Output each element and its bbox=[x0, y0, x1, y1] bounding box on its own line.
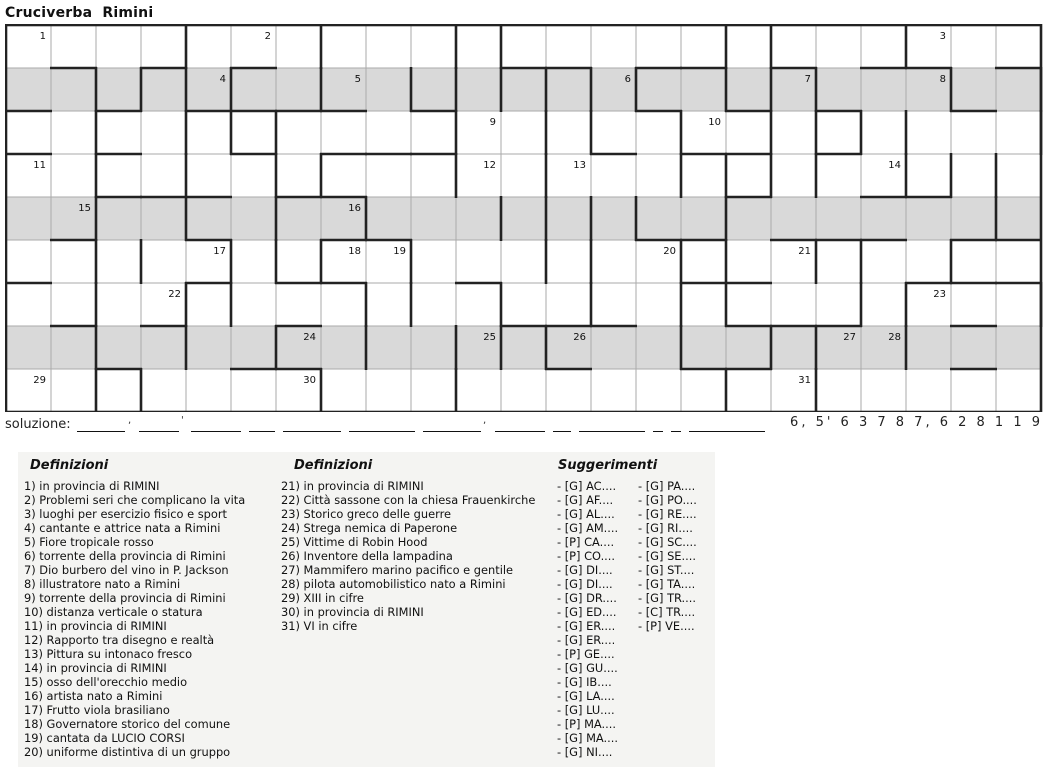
grid-cell[interactable] bbox=[726, 111, 771, 154]
grid-cell[interactable] bbox=[321, 326, 366, 369]
grid-cell[interactable] bbox=[141, 111, 186, 154]
grid-cell[interactable] bbox=[366, 25, 411, 68]
grid-cell[interactable] bbox=[816, 111, 861, 154]
grid-cell[interactable] bbox=[771, 326, 816, 369]
grid-cell[interactable] bbox=[681, 154, 726, 197]
grid-cell[interactable] bbox=[321, 154, 366, 197]
grid-cell[interactable] bbox=[141, 369, 186, 412]
clue-number: 14 bbox=[888, 160, 901, 171]
grid-cell[interactable] bbox=[996, 326, 1041, 369]
definition-item: 30) in provincia di RIMINI bbox=[281, 605, 424, 619]
definition-item: 20) uniforme distintiva di un gruppo bbox=[24, 745, 231, 759]
solution-blank[interactable] bbox=[495, 431, 545, 432]
grid-cell[interactable] bbox=[141, 25, 186, 68]
suggestion-item: - [G] AL.... bbox=[557, 507, 615, 521]
grid-cell[interactable] bbox=[456, 68, 501, 111]
grid-cell[interactable] bbox=[411, 154, 456, 197]
grid-cell[interactable] bbox=[366, 68, 411, 111]
solution-blank[interactable] bbox=[553, 431, 571, 432]
clue-number: 11 bbox=[33, 160, 46, 171]
grid-cell[interactable] bbox=[456, 369, 501, 412]
suggestion-item: - [G] TR.... bbox=[638, 591, 697, 605]
grid-cell[interactable] bbox=[6, 326, 51, 369]
suggestion-item: - [G] MA.... bbox=[557, 731, 618, 745]
grid-cell[interactable] bbox=[906, 197, 951, 240]
grid-cell[interactable] bbox=[411, 25, 456, 68]
suggestion-item: - [G] GU.... bbox=[557, 661, 618, 675]
grid-cell[interactable] bbox=[231, 283, 276, 326]
grid-cell[interactable] bbox=[951, 369, 996, 412]
suggestion-item: - [G] SC.... bbox=[638, 535, 697, 549]
suggestion-item: - [P] CA.... bbox=[557, 535, 615, 549]
grid-cell[interactable] bbox=[96, 326, 141, 369]
grid-cell[interactable] bbox=[906, 154, 951, 197]
grid-cell[interactable] bbox=[141, 197, 186, 240]
grid-cell[interactable] bbox=[636, 25, 681, 68]
grid-cell[interactable] bbox=[546, 197, 591, 240]
grid-cell[interactable] bbox=[186, 154, 231, 197]
solution-separator: , bbox=[128, 415, 132, 426]
grid-cell[interactable] bbox=[96, 68, 141, 111]
grid-cell[interactable] bbox=[186, 25, 231, 68]
definitions-heading-left: Definizioni bbox=[30, 458, 109, 473]
grid-cell[interactable] bbox=[861, 240, 906, 283]
suggestions-heading: Suggerimenti bbox=[558, 458, 658, 473]
grid-cell[interactable] bbox=[321, 111, 366, 154]
definition-item: 21) in provincia di RIMINI bbox=[281, 479, 424, 493]
suggestion-item: - [G] ER.... bbox=[557, 619, 616, 633]
grid-cell[interactable] bbox=[231, 197, 276, 240]
grid-cell[interactable] bbox=[186, 111, 231, 154]
grid-cell[interactable] bbox=[6, 111, 51, 154]
grid-cell[interactable] bbox=[906, 240, 951, 283]
grid-cell[interactable] bbox=[456, 197, 501, 240]
solution-blank[interactable] bbox=[139, 431, 179, 432]
clue-number: 7 bbox=[804, 74, 811, 85]
grid-cell[interactable] bbox=[456, 240, 501, 283]
grid-cell[interactable] bbox=[51, 111, 96, 154]
grid-cell[interactable] bbox=[726, 68, 771, 111]
clue-number: 19 bbox=[393, 246, 406, 257]
suggestion-item: - [G] ST.... bbox=[638, 563, 695, 577]
definition-item: 27) Mammifero marino pacifico e gentile bbox=[281, 563, 514, 577]
grid-cell[interactable] bbox=[546, 111, 591, 154]
definition-item: 8) illustratore nato a Rimini bbox=[24, 577, 181, 591]
clue-number: 22 bbox=[168, 289, 181, 300]
suggestion-item: - [P] VE.... bbox=[638, 619, 695, 633]
solution-label: soluzione: bbox=[5, 417, 71, 432]
grid-cell[interactable] bbox=[636, 369, 681, 412]
grid-cell[interactable] bbox=[816, 25, 861, 68]
grid-cell[interactable] bbox=[51, 25, 96, 68]
definition-item: 10) distanza verticale o statura bbox=[24, 605, 203, 619]
suggestion-item: - [G] IB.... bbox=[557, 675, 612, 689]
suggestion-item: - [G] DI.... bbox=[557, 563, 613, 577]
grid-cell[interactable] bbox=[501, 283, 546, 326]
grid-cell[interactable] bbox=[951, 25, 996, 68]
grid-cell[interactable] bbox=[501, 111, 546, 154]
grid-cell[interactable] bbox=[681, 240, 726, 283]
clue-number: 24 bbox=[303, 332, 316, 343]
definition-item: 13) Pittura su intonaco fresco bbox=[24, 647, 193, 661]
grid-cell[interactable] bbox=[726, 326, 771, 369]
grid-cell[interactable] bbox=[276, 240, 321, 283]
grid-cell[interactable] bbox=[591, 25, 636, 68]
grid-cell[interactable] bbox=[771, 111, 816, 154]
definition-item: 1) in provincia di RIMINI bbox=[24, 479, 160, 493]
suggestion-item: - [G] NI.... bbox=[557, 745, 613, 759]
grid-cell[interactable] bbox=[51, 283, 96, 326]
grid-cell[interactable] bbox=[816, 369, 861, 412]
grid-cell[interactable] bbox=[276, 197, 321, 240]
definition-item: 11) in provincia di RIMINI bbox=[24, 619, 167, 633]
clue-number: 26 bbox=[573, 332, 586, 343]
grid-cell[interactable] bbox=[366, 326, 411, 369]
suggestion-item: - [C] TR.... bbox=[638, 605, 696, 619]
suggestion-item: - [G] RE.... bbox=[638, 507, 697, 521]
clue-number: 16 bbox=[348, 203, 361, 214]
grid-cell[interactable] bbox=[51, 154, 96, 197]
clue-number: 12 bbox=[483, 160, 496, 171]
grid-cell[interactable] bbox=[681, 283, 726, 326]
grid-cell[interactable] bbox=[321, 25, 366, 68]
solution-blank[interactable] bbox=[249, 431, 275, 432]
grid-cell[interactable] bbox=[996, 240, 1041, 283]
definitions-list-right bbox=[281, 479, 535, 633]
definition-item: 18) Governatore storico del comune bbox=[24, 717, 231, 731]
solution-word-lengths: 6, 5' 6 3 7 8 7, 6 2 8 1 1 9 bbox=[790, 415, 1043, 430]
clue-number: 31 bbox=[798, 375, 811, 386]
grid-cell[interactable] bbox=[996, 283, 1041, 326]
grid-cell[interactable] bbox=[96, 283, 141, 326]
suggestions-list-2 bbox=[638, 479, 697, 633]
clues-panel bbox=[18, 452, 715, 767]
grid-cell[interactable] bbox=[636, 68, 681, 111]
grid-cell[interactable] bbox=[771, 197, 816, 240]
clue-number: 9 bbox=[489, 117, 496, 128]
grid-cell[interactable] bbox=[861, 283, 906, 326]
suggestion-item: - [G] TA.... bbox=[638, 577, 696, 591]
grid-cell[interactable] bbox=[726, 197, 771, 240]
grid-cell[interactable] bbox=[51, 240, 96, 283]
grid-cell[interactable] bbox=[186, 369, 231, 412]
suggestion-item: - [G] DR.... bbox=[557, 591, 617, 605]
grid-cell[interactable] bbox=[6, 283, 51, 326]
definition-item: 3) luoghi per esercizio fisico e sport bbox=[24, 507, 228, 521]
grid-cell[interactable] bbox=[51, 68, 96, 111]
solution-blank[interactable] bbox=[191, 431, 241, 432]
grid-cell[interactable] bbox=[816, 154, 861, 197]
definition-item: 28) pilota automobilistico nato a Rimini bbox=[281, 577, 506, 591]
solution-blank[interactable] bbox=[283, 431, 341, 432]
suggestion-item: - [G] AM.... bbox=[557, 521, 619, 535]
grid-cell[interactable] bbox=[996, 369, 1041, 412]
grid-cell[interactable] bbox=[411, 197, 456, 240]
grid-cell[interactable] bbox=[501, 197, 546, 240]
grid-cell[interactable] bbox=[501, 326, 546, 369]
grid-cell[interactable] bbox=[276, 25, 321, 68]
grid-cell[interactable] bbox=[6, 240, 51, 283]
clue-number: 25 bbox=[483, 332, 496, 343]
grid-cell[interactable] bbox=[951, 197, 996, 240]
clue-number: 15 bbox=[78, 203, 91, 214]
suggestions-list-1 bbox=[557, 479, 618, 759]
suggestion-item: - [P] GE.... bbox=[557, 647, 615, 661]
clue-number: 3 bbox=[939, 31, 946, 42]
clue-number: 10 bbox=[708, 117, 721, 128]
grid-cell[interactable] bbox=[96, 154, 141, 197]
grid-cell[interactable] bbox=[6, 197, 51, 240]
grid-cell[interactable] bbox=[231, 369, 276, 412]
grid-cell[interactable] bbox=[591, 369, 636, 412]
solution-blank[interactable] bbox=[689, 431, 765, 432]
grid-cell[interactable] bbox=[276, 154, 321, 197]
grid-cell[interactable] bbox=[501, 154, 546, 197]
solution-row bbox=[5, 415, 1045, 437]
grid-cell[interactable] bbox=[186, 283, 231, 326]
clue-number: 30 bbox=[303, 375, 316, 386]
definition-item: 4) cantante e attrice nata a Rimini bbox=[24, 521, 221, 535]
clue-number: 18 bbox=[348, 246, 361, 257]
grid-cell[interactable] bbox=[321, 283, 366, 326]
grid-cell[interactable] bbox=[141, 154, 186, 197]
grid-cell[interactable] bbox=[456, 25, 501, 68]
grid-cell[interactable] bbox=[636, 283, 681, 326]
grid-cell[interactable] bbox=[861, 111, 906, 154]
definition-item: 24) Strega nemica di Paperone bbox=[281, 521, 458, 535]
grid-cell[interactable] bbox=[231, 326, 276, 369]
definition-item: 16) artista nato a Rimini bbox=[24, 689, 163, 703]
definitions-list-left bbox=[24, 479, 245, 759]
grid-cell[interactable] bbox=[996, 111, 1041, 154]
suggestion-item: - [G] ED.... bbox=[557, 605, 617, 619]
clue-number: 21 bbox=[798, 246, 811, 257]
grid-cell[interactable] bbox=[366, 154, 411, 197]
grid-cell[interactable] bbox=[411, 111, 456, 154]
grid-cell[interactable] bbox=[186, 326, 231, 369]
clue-number: 20 bbox=[663, 246, 676, 257]
grid-cell[interactable] bbox=[726, 240, 771, 283]
grid-cell[interactable] bbox=[951, 240, 996, 283]
definition-item: 15) osso dell'orecchio medio bbox=[24, 675, 188, 689]
definition-item: 17) Frutto viola brasiliano bbox=[24, 703, 170, 717]
grid-cell[interactable] bbox=[816, 197, 861, 240]
grid-cell[interactable] bbox=[636, 111, 681, 154]
definition-item: 12) Rapporto tra disegno e realtà bbox=[24, 633, 215, 647]
grid-cell[interactable] bbox=[96, 369, 141, 412]
solution-blank[interactable] bbox=[423, 431, 481, 432]
grid-cell[interactable] bbox=[6, 68, 51, 111]
grid-cell[interactable] bbox=[411, 283, 456, 326]
grid-cell[interactable] bbox=[501, 369, 546, 412]
suggestion-item: - [G] AC.... bbox=[557, 479, 617, 493]
suggestion-item: - [G] DI.... bbox=[557, 577, 613, 591]
clue-number: 8 bbox=[939, 74, 946, 85]
definition-item: 9) torrente della provincia di Rimini bbox=[24, 591, 226, 605]
definition-item: 7) Dio burbero del vino in P. Jackson bbox=[24, 563, 229, 577]
solution-blank[interactable] bbox=[579, 431, 645, 432]
grid-cell[interactable] bbox=[681, 369, 726, 412]
grid-cell[interactable] bbox=[906, 326, 951, 369]
grid-cell[interactable] bbox=[366, 283, 411, 326]
grid-cell[interactable] bbox=[636, 326, 681, 369]
grid-cell[interactable] bbox=[321, 369, 366, 412]
solution-blank[interactable] bbox=[349, 431, 415, 432]
grid-cell[interactable] bbox=[231, 154, 276, 197]
grid-cell[interactable] bbox=[951, 326, 996, 369]
grid-cell[interactable] bbox=[276, 68, 321, 111]
grid-cell[interactable] bbox=[951, 68, 996, 111]
definition-item: 29) XIII in cifre bbox=[281, 591, 364, 605]
grid-cell[interactable] bbox=[591, 111, 636, 154]
puzzle-title: Cruciverba Rimini bbox=[5, 5, 154, 21]
definition-item: 31) VI in cifre bbox=[281, 619, 358, 633]
grid-cell[interactable] bbox=[186, 197, 231, 240]
grid-cell[interactable] bbox=[51, 369, 96, 412]
grid-cell[interactable] bbox=[726, 25, 771, 68]
grid-cell[interactable] bbox=[816, 240, 861, 283]
grid-cell[interactable] bbox=[591, 154, 636, 197]
grid-cell[interactable] bbox=[771, 283, 816, 326]
grid-cell[interactable] bbox=[726, 283, 771, 326]
crossword-grid[interactable] bbox=[5, 24, 1045, 412]
suggestion-item: - [G] LA.... bbox=[557, 689, 615, 703]
grid-cell[interactable] bbox=[51, 326, 96, 369]
grid-cell[interactable] bbox=[546, 25, 591, 68]
grid-cell[interactable] bbox=[996, 68, 1041, 111]
grid-cell[interactable] bbox=[96, 240, 141, 283]
grid-cell[interactable] bbox=[366, 197, 411, 240]
grid-cell[interactable] bbox=[96, 197, 141, 240]
grid-cell[interactable] bbox=[636, 154, 681, 197]
solution-blank[interactable] bbox=[653, 431, 663, 432]
definition-item: 22) Città sassone con la chiesa Frauenkirche bbox=[281, 493, 536, 507]
definition-item: 14) in provincia di RIMINI bbox=[24, 661, 167, 675]
grid-cell[interactable] bbox=[501, 240, 546, 283]
grid-cell[interactable] bbox=[276, 283, 321, 326]
definition-item: 26) Inventore della lampadina bbox=[281, 549, 453, 563]
clue-number: 27 bbox=[843, 332, 856, 343]
grid-cell[interactable] bbox=[411, 68, 456, 111]
grid-cell[interactable] bbox=[636, 197, 681, 240]
clue-number: 23 bbox=[933, 289, 946, 300]
grid-cell[interactable] bbox=[231, 240, 276, 283]
grid-cell[interactable] bbox=[861, 68, 906, 111]
grid-cell[interactable] bbox=[591, 326, 636, 369]
suggestion-item: - [G] PA.... bbox=[638, 479, 696, 493]
grid-cell[interactable] bbox=[861, 197, 906, 240]
grid-cell[interactable] bbox=[411, 369, 456, 412]
clue-number: 2 bbox=[264, 31, 271, 42]
grid-cell[interactable] bbox=[996, 25, 1041, 68]
solution-blank[interactable] bbox=[671, 431, 681, 432]
grid-cell[interactable] bbox=[231, 111, 276, 154]
clue-number: 29 bbox=[33, 375, 46, 386]
suggestion-item: - [G] RI.... bbox=[638, 521, 693, 535]
definition-item: 23) Storico greco delle guerre bbox=[281, 507, 452, 521]
suggestion-item: - [G] SE.... bbox=[638, 549, 696, 563]
grid-cell[interactable] bbox=[861, 369, 906, 412]
grid-cell[interactable] bbox=[231, 68, 276, 111]
grid-cell[interactable] bbox=[816, 68, 861, 111]
grid-cell[interactable] bbox=[906, 369, 951, 412]
grid-cell[interactable] bbox=[96, 111, 141, 154]
grid-cell[interactable] bbox=[141, 68, 186, 111]
grid-cell[interactable] bbox=[951, 283, 996, 326]
solution-separator: , bbox=[483, 415, 487, 426]
grid-cell[interactable] bbox=[591, 197, 636, 240]
grid-cell[interactable] bbox=[366, 111, 411, 154]
grid-cell[interactable] bbox=[366, 369, 411, 412]
grid-cell[interactable] bbox=[771, 25, 816, 68]
suggestion-item: - [G] AF.... bbox=[557, 493, 614, 507]
grid-cell[interactable] bbox=[906, 111, 951, 154]
grid-cell[interactable] bbox=[861, 25, 906, 68]
definition-item: 25) Vittime di Robin Hood bbox=[281, 535, 428, 549]
suggestion-item: - [G] PO.... bbox=[638, 493, 697, 507]
grid-cell[interactable] bbox=[546, 240, 591, 283]
grid-cell[interactable] bbox=[141, 240, 186, 283]
definition-item: 19) cantata da LUCIO CORSI bbox=[24, 731, 185, 745]
grid-cell[interactable] bbox=[726, 154, 771, 197]
grid-cell[interactable] bbox=[726, 369, 771, 412]
clue-number: 6 bbox=[624, 74, 631, 85]
grid-cell[interactable] bbox=[816, 283, 861, 326]
suggestion-item: - [G] ER.... bbox=[557, 633, 616, 647]
grid-cell[interactable] bbox=[681, 197, 726, 240]
suggestion-item: - [G] LU.... bbox=[557, 703, 615, 717]
clue-number: 1 bbox=[39, 31, 46, 42]
clue-number: 13 bbox=[573, 160, 586, 171]
grid-cell[interactable] bbox=[681, 25, 726, 68]
grid-cell[interactable] bbox=[591, 240, 636, 283]
clue-number: 17 bbox=[213, 246, 226, 257]
grid-cell[interactable] bbox=[951, 154, 996, 197]
definitions-heading-right: Definizioni bbox=[294, 458, 373, 473]
grid-cell[interactable] bbox=[591, 283, 636, 326]
clue-number: 5 bbox=[354, 74, 361, 85]
grid-cell[interactable] bbox=[681, 326, 726, 369]
grid-cell[interactable] bbox=[501, 25, 546, 68]
grid-cell[interactable] bbox=[996, 154, 1041, 197]
suggestion-item: - [P] MA.... bbox=[557, 717, 617, 731]
grid-cell[interactable] bbox=[501, 68, 546, 111]
suggestion-item: - [P] CO.... bbox=[557, 549, 616, 563]
grid-cell[interactable] bbox=[951, 111, 996, 154]
definition-item: 2) Problemi seri che complicano la vita bbox=[24, 493, 246, 507]
grid-cell[interactable] bbox=[771, 154, 816, 197]
grid-cell[interactable] bbox=[276, 111, 321, 154]
grid-cell[interactable] bbox=[456, 283, 501, 326]
grid-cell[interactable] bbox=[546, 283, 591, 326]
grid-cell[interactable] bbox=[141, 326, 186, 369]
grid-cell[interactable] bbox=[546, 68, 591, 111]
definition-item: 5) Fiore tropicale rosso bbox=[24, 535, 154, 549]
grid-cell[interactable] bbox=[411, 326, 456, 369]
clue-number: 4 bbox=[219, 74, 226, 85]
definition-item: 6) torrente della provincia di Rimini bbox=[24, 549, 226, 563]
grid-cell[interactable] bbox=[681, 68, 726, 111]
clue-number: 28 bbox=[888, 332, 901, 343]
solution-separator: ' bbox=[181, 415, 184, 426]
grid-cell[interactable] bbox=[996, 197, 1041, 240]
grid-cell[interactable] bbox=[546, 369, 591, 412]
solution-blank[interactable] bbox=[77, 431, 125, 432]
grid-cell[interactable] bbox=[96, 25, 141, 68]
grid-cell[interactable] bbox=[411, 240, 456, 283]
